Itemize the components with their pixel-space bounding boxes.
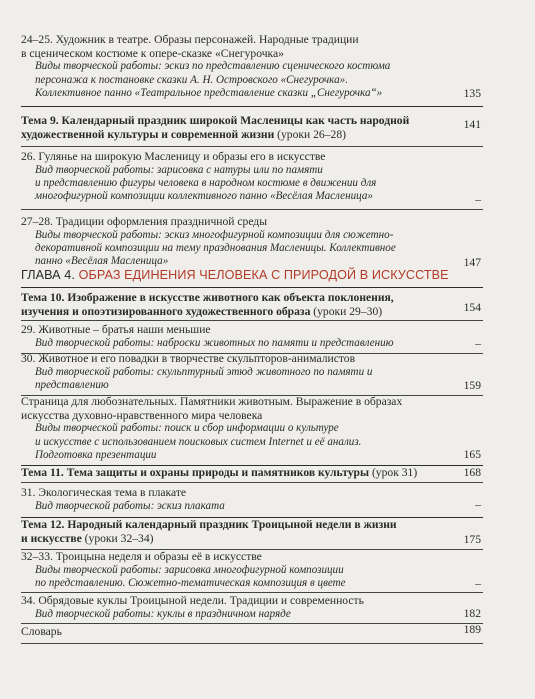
topic-11-heading [21,466,481,480]
entry-description: Виды творческой работы: эскиз многофигурной композиции для сюжетно- [35,228,394,241]
entry-title: Словарь [21,625,62,638]
page-number: 147 [463,256,481,269]
entry-description: Вид творческой работы: эскиз плаката [35,499,225,512]
topic-lessons: (уроки 29–30) [310,304,383,318]
divider [21,146,483,147]
topic-lessons: (уроки 26–28) [274,127,346,141]
entry-description: Вид творческой работы: зарисовка с натуры или по памяти [35,163,323,176]
entry-title: 32–33. Троицына неделя и образы её в искусстве [21,550,262,563]
topic-lessons: (урок 31) [369,466,418,479]
topic-lessons: (уроки 32–34) [81,531,154,545]
page-number: 182 [463,607,481,620]
topic-title: Тема 11. Тема защиты и охраны природы и памятников культуры [21,466,370,479]
divider [21,482,483,483]
topic-title: Тема 9. Календарный праздник широкой Масленицы как часть народной [21,114,410,127]
divider [21,287,483,288]
topic-title: изучения и опоэтизированного художественного образа [21,304,311,318]
chapter-title: ОБРАЗ ЕДИНЕНИЯ ЧЕЛОВЕКА С ПРИРОДОЙ В ИСКУССТВЕ [78,268,449,282]
toc-entry-32-33 [21,550,481,590]
entry-title: 29. Животные – братья наши меньшие [21,323,211,336]
chapter-4-heading [21,268,491,283]
entry-description: многофигурной композиции коллективного панно «Весёлая Масленица» [35,190,373,203]
entry-title: Страница для любознательных. Памятники животным. Выражение в образах [21,395,403,408]
divider [21,643,483,644]
page-number: 141 [463,118,481,131]
divider [21,320,483,321]
entry-description: Виды творческой работы: эскиз по представлению сценического костюма [35,60,391,73]
entry-description: декоративной композиции на тему празднования Масленицы. Коллективное [35,242,396,254]
topic-10-heading [21,291,481,318]
toc-entry-26 [21,150,481,204]
entry-description: персонажа к постановке сказки А. Н. Островского «Снегурочка». [35,73,348,86]
page-number: 168 [463,466,481,479]
entry-title: 30. Животное и его повадки в творчестве скульпторов-анималистов [21,352,356,365]
page-number: 189 [463,623,481,636]
entry-description: Вид творческой работы: скульптурный этюд животного по памяти и [35,365,373,378]
divider [21,209,483,210]
page-number: – [475,337,481,350]
entry-description: представлению [35,379,109,391]
topic-title: Тема 10. Изображение в искусстве животного как объекта поклонения, [21,291,394,304]
divider [21,106,483,107]
toc-entry-27-28 [21,215,481,269]
page-number: 159 [463,379,481,392]
toc-entry-curious [21,395,481,462]
chapter-number: ГЛАВА 4. [21,268,75,282]
entry-description: панно «Весёлая Масленица» [35,255,169,268]
entry-description: Виды творческой работы: поиск и сбор информации о культуре [35,422,339,435]
toc-entry-30 [21,352,481,392]
toc-entry-29 [21,323,481,350]
topic-9-heading [21,114,481,141]
entry-description: и представлению фигуры человека в народном костюме в движении для [35,177,377,189]
toc-entry-34 [21,594,481,621]
entry-title: в сценическом костюме к опере-сказке «Снегурочка» [21,46,284,60]
entry-description: Коллективное панно «Театральное представление сказки „Снегурочка“» [35,87,383,99]
toc-entry-dictionary [21,625,481,639]
topic-title: Тема 12. Народный календарный праздник Троицыной недели в жизни [21,518,397,531]
topic-title: и искусстве [21,531,82,545]
entry-title: 31. Экологическая тема в плакате [21,486,187,499]
entry-title: 24–25. Художник в театре. Образы персонажей. Народные традиции [21,33,359,46]
entry-description: по представлению. Сюжетно-тематическая композиция в цвете [35,577,346,589]
page-number: 154 [463,301,481,314]
entry-title: 27–28. Традиции оформления праздничной среды [21,215,267,228]
toc-entry-31 [21,486,481,513]
divider [21,623,483,624]
toc-entry-24-25 [21,33,481,100]
topic-12-heading [21,518,481,545]
page-number: 165 [463,448,481,461]
entry-description: и искусстве с использованием поисковых систем Internet и её анализ. [35,435,362,448]
page-number: – [475,193,481,206]
page-number: 175 [463,533,481,546]
topic-title: художественной культуры и современной жизни [21,127,275,141]
entry-title: искусства духовно-нравственного мира человека [21,408,263,422]
entry-description: Виды творческой работы: зарисовка многофигурной композиции [35,563,344,576]
page-number: – [475,577,481,590]
entry-description: Вид творческой работы: наброски животных по памяти и представлению [35,336,394,349]
entry-description: Вид творческой работы: куклы в праздничном наряде [35,607,291,620]
entry-title: 34. Обрядовые куклы Троицыной недели. Традиции и современность [21,594,364,607]
entry-title: 26. Гулянье на широкую Масленицу и образы его в искусстве [21,150,326,163]
divider [21,592,483,593]
entry-description: Подготовка презентации [35,449,157,461]
page-number: – [475,498,481,511]
page-number: 135 [463,87,481,100]
